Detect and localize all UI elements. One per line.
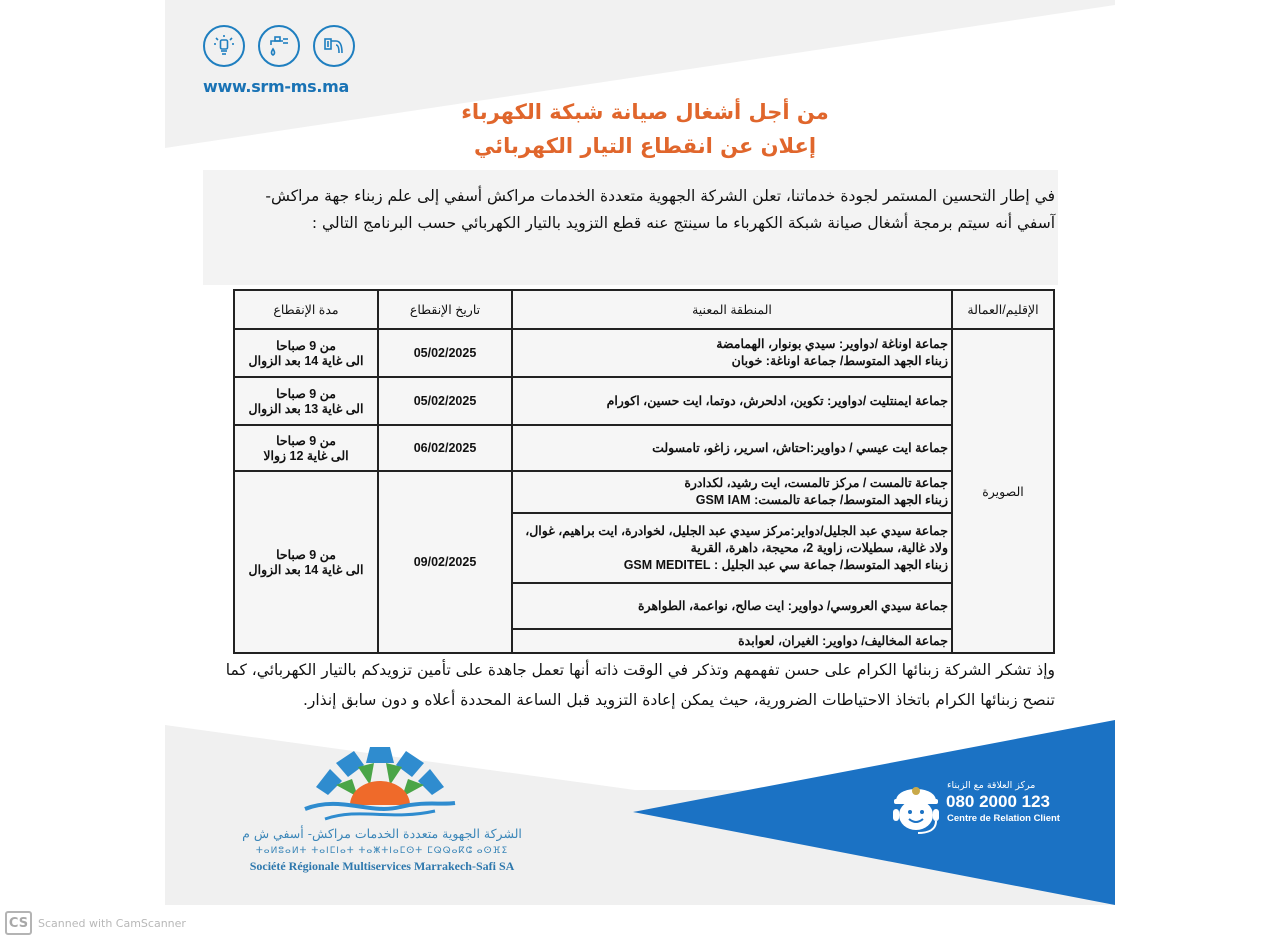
closing-paragraph: وإذ تشكر الشركة زبنائها الكرام على حسن تفهمهم وتذكر في الوقت ذاته أنها تعمل جاهدة على تأمين تزويدكم بالتيار الكهربائي، كما تنصح زبنائها الكرام باتخاذ الاحتياطات الضرورية، حيث يمكن إعادة التزويد قبل الساعة المحددة أعلاه و دون سابق إنذار. [225,661,1055,709]
table-row [234,377,1054,425]
contact-label-arabic: مركز العلاقة مع الزبناء [947,780,1036,791]
intro-paragraph: في إطار التحسين المستمر لجودة خدماتنا، تعلن الشركة الجهوية متعددة الخدمات مراكش أسفي إلى علم زبناء جهة مراكش- آسفي أنه سيتم برمجة أشغال صيانة شبكة الكهرباء ما سينتج عنه قطع التزويد بالتيار الكهربائي حسب البرنامج التالي : [265,187,1055,232]
table-header-row [234,290,1054,329]
duration-end: الى غاية 12 زوالا [263,449,349,463]
area-line: جماعة سيدي عبد الجليل/دواير:مركز سيدي عبد الجليل، لخوادرة، ايت براهيم، غوال، ولاد غالية، سطيلات، زاوية 2، محيجة، داهرة، القرية [525,523,948,555]
date-cell: 05/02/2025 [378,377,512,425]
area-line: زبناء الجهد المتوسط/ جماعة تالمست: GSM IAM [695,493,948,507]
logo-french-name: Société Régionale Multiservices Marrakech-Safi SA [249,859,515,873]
duration-start: من 9 صباحا [276,434,336,448]
duration-start: من 9 صباحا [276,387,336,401]
duration-end: الى غاية 13 بعد الزوال [248,402,364,416]
area-cell [512,583,952,629]
srm-logo-icon [230,745,530,825]
table-row [234,329,1054,377]
date-cell: 06/02/2025 [378,425,512,471]
area-line: زبناء الجهد المتوسط/ جماعة سي عبد الجليل : GSM MEDITEL [623,557,948,572]
area-line: جماعة تالمست / مركز تالمست، ايت رشيد، لكدادرة [684,476,948,490]
area-line: جماعة المخاليف/ دواوير: الغيران، لعوابدة [738,633,948,648]
water-tap-icon [258,25,300,67]
duration-cell [234,329,378,377]
area-line: جماعة ايت عيسي / دواوير:احتاش، اسرير، زاغو، تامسولت [652,440,948,455]
area-line: زبناء الجهد المتوسط/ جماعة اوناغة: خوبان [731,354,948,368]
duration-cell [234,377,378,425]
camscanner-text: Scanned with CamScanner [38,916,186,930]
title-line-1: من أجل أشغال صيانة شبكة الكهرباء [461,100,829,124]
header-area: المنطقة المعنية [512,290,952,329]
camscanner-logo-icon: CS [5,911,32,935]
duration-end: الى غاية 14 بعد الزوال [248,563,364,577]
area-line: جماعة ايمنتليت /دواوير: تكوين، ادلحرش، دوتما، ايت حسين، اكورام [606,393,948,408]
duration-cell [234,471,378,653]
camscanner-watermark [5,911,186,935]
service-icons [203,25,355,67]
customer-relation-center [890,775,1060,845]
duration-start: من 9 صباحا [276,339,336,353]
sewage-pipe-icon [313,25,355,67]
area-cell [512,377,952,425]
header-province: الإقليم/العمالة [952,290,1054,329]
area-cell [512,513,952,583]
title-line-2: إعلان عن انقطاع التيار الكهربائي [473,134,817,158]
header-date: تاريخ الإنقطاع [378,290,512,329]
date-cell: 09/02/2025 [378,471,512,653]
area-line: جماعة اوناغة /دواوير: سيدي بونوار، الهمامضة [716,337,948,351]
table-row [234,425,1054,471]
duration-start: من 9 صباحا [276,548,336,562]
page-title [395,95,895,163]
announcement-page [165,0,1115,905]
table-row [234,471,1054,513]
duration-cell [234,425,378,471]
logo-arabic-name: الشركة الجهوية متعددة الخدمات مراكش- أسفي ش م [242,826,522,841]
outage-schedule-table [233,289,1055,654]
contact-phone-number[interactable]: 080 2000 123 [946,792,1050,811]
lightbulb-icon [203,25,245,67]
contact-label-french: Centre de Relation Client [947,813,1060,824]
duration-end: الى غاية 14 بعد الزوال [248,354,364,368]
province-cell: الصويرة [952,329,1054,653]
date-cell: 05/02/2025 [378,329,512,377]
logo-tifinagh-name: ⵜⴰⵍⵓⴰⵍⵜ ⵜⴰⵏⵎⵏⴰⵜ ⵜⴰⵥⵜⵏⴰⵎⵙⵜ ⵎⵕⵕⴰⴽⵛ ⴰⵙⴼⵉ [255,846,509,856]
area-cell [512,629,952,653]
header-duration: مدة الإنقطاع [234,290,378,329]
area-cell [512,329,952,377]
area-cell [512,471,952,513]
website-url[interactable]: www.srm-ms.ma [203,77,349,96]
area-cell [512,425,952,471]
customer-agent-icon [890,777,942,839]
area-line: جماعة سيدي العروسي/ دواوير: ايت صالح، نواعمة، الطواهرة [638,598,948,613]
